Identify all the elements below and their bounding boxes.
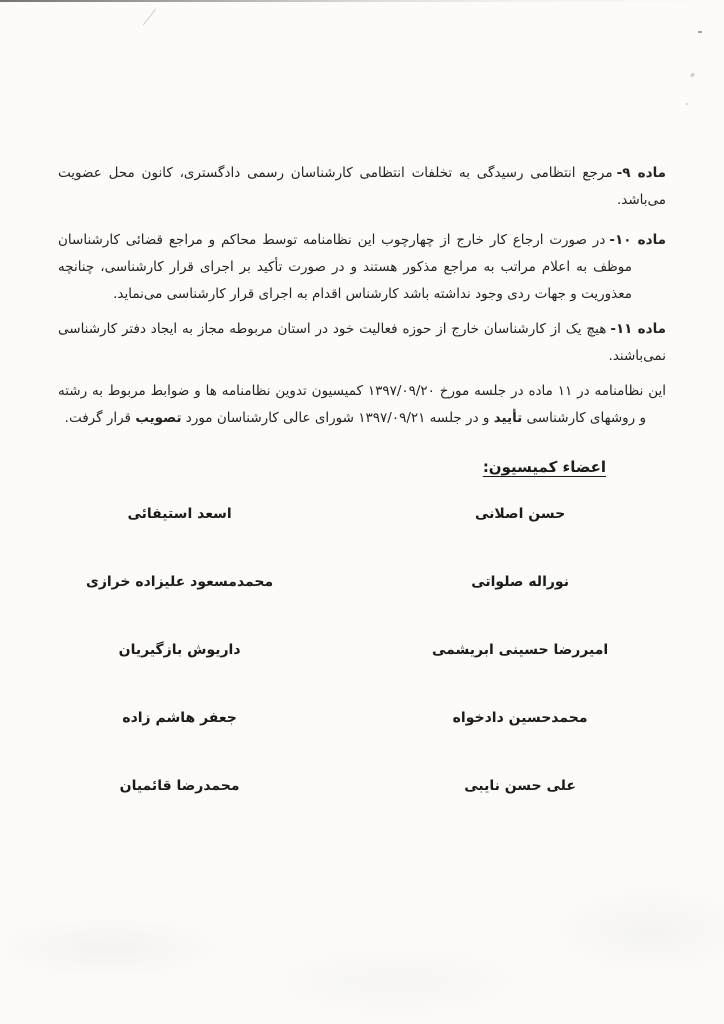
member-name: اسعد استیفائی — [127, 506, 232, 522]
document-body — [58, 160, 666, 840]
member-name: نوراله صلواتی — [471, 574, 569, 590]
article-11-paragraph — [58, 316, 666, 370]
members-heading: اعضاء کمیسیون: — [482, 458, 606, 476]
article-11-label: ماده ۱۱- — [610, 321, 667, 337]
article-9-text: مرجع انتظامی رسیدگی به تخلفات انتظامی کارشناسان رسمی دادگستری، کانون محل عضویت می‌باشد. — [58, 165, 666, 208]
approved-word: تأیید — [493, 410, 523, 426]
member-name: امیررضا حسینی ابریشمی — [431, 642, 609, 658]
member-row — [58, 704, 666, 732]
scan-speck-artifact — [690, 73, 695, 78]
article-11-text: هیچ یک از کارشناسان خارج از حوزه فعالیت خود در استان مربوطه مجاز به ایجاد دفتر کارشناسی نمی‌باشند. — [58, 321, 666, 364]
ratification-paragraph — [58, 378, 666, 432]
ratification-text: قرار گرفت. — [64, 410, 136, 426]
member-row — [58, 500, 666, 528]
member-row — [58, 772, 666, 800]
member-name: داریوش بازگیریان — [118, 642, 241, 658]
scan-speck-artifact — [686, 103, 688, 105]
member-name: حسن اصلانی — [474, 506, 566, 522]
scan-edge-artifact — [0, 0, 724, 2]
article-10-text: در صورت ارجاع کار خارج از چهارچوب این نظامنامه توسط محاکم و مراجع قضائی کارشناسان موظف به اعلام مراتب به مراجع مذکور هستند و در صورت تأکید بر اجرای قرار کارشناسی، چنانچه معذوریت و جهات ردی وجود نداشته باشد کارشناس اقدام به اجرای قرار کارشناسی می‌نماید. — [58, 232, 632, 302]
member-name: جعفر هاشم زاده — [122, 710, 237, 726]
members-list — [58, 500, 666, 800]
article-10-label: ماده ۱۰- — [609, 232, 666, 248]
member-name: علی حسن نایبی — [464, 778, 576, 794]
member-name: محمدرضا قائمیان — [119, 778, 240, 794]
member-name: محمدمسعود علیزاده خرازی — [85, 574, 274, 590]
scan-scratch-artifact — [143, 9, 156, 25]
scan-noise-artifact — [0, 854, 724, 1024]
scan-speck-artifact — [698, 31, 702, 33]
member-row — [58, 568, 666, 596]
ratification-text: و در جلسه ۱۳۹۷/۰۹/۲۱ شورای عالی کارشناسان مورد — [181, 410, 494, 426]
ratification-text: این نظامنامه در ۱۱ ماده در جلسه مورخ ۱۳۹۷/۰۹/۲۰ کمیسیون تدوین نظامنامه ها و ضوابط مربوط به رشته و روشهای کارشناسی — [58, 383, 666, 426]
member-row — [58, 636, 666, 664]
article-9-paragraph — [58, 160, 666, 214]
ratified-word: تصویب — [135, 410, 182, 426]
article-10-paragraph — [58, 227, 666, 308]
member-name: محمدحسین دادخواه — [452, 710, 588, 726]
article-9-label: ماده ۹- — [616, 165, 666, 181]
